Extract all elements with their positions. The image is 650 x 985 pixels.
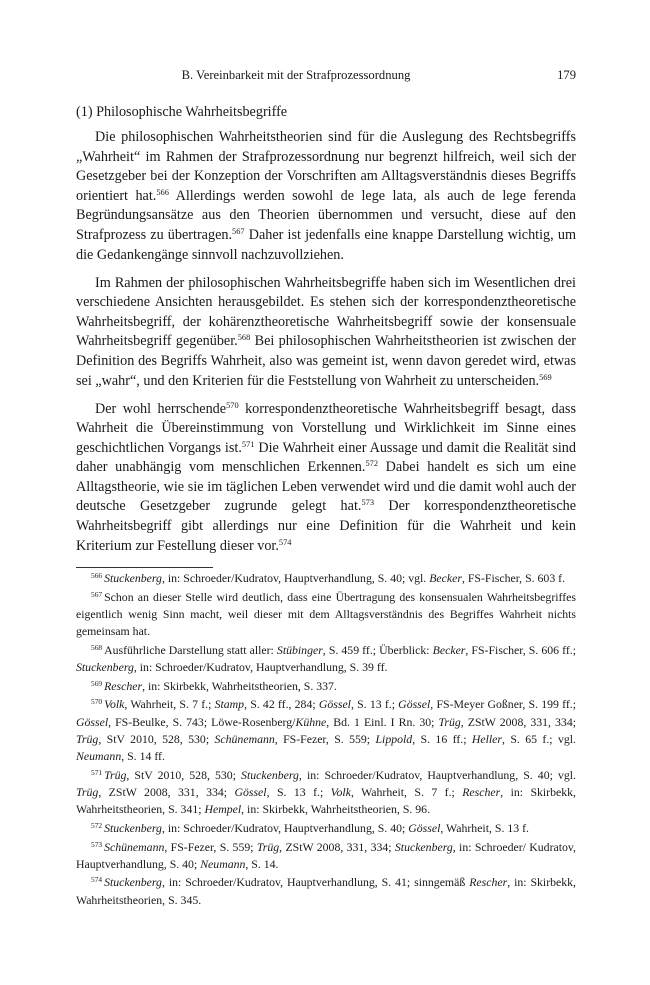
footnote-ref[interactable]: 567 <box>232 226 245 236</box>
author-name: Gössel <box>234 784 267 799</box>
author-name: Volk <box>104 697 125 712</box>
author-name: Becker <box>429 571 462 585</box>
footnote-number: 568 <box>91 642 103 652</box>
footnote-number: 567 <box>91 589 103 599</box>
footnote: $^{569}$ Rescher, in: Skirbekk, Wahrheitstheorien, S. 337. <box>91 678 337 693</box>
body-text <box>76 128 576 565</box>
footnote: $^{568}$ Ausführliche Darstellung statt aller: Stübinger, S. 459 ff.; Überblick: Becker, FS-Fischer, S. 606 ff.; Stuckenberg, in: Schroeder/Kudratov, Hauptverhandlung, S. 39 ff. <box>76 642 576 675</box>
footnote-ref[interactable]: 571 <box>241 439 255 449</box>
author-name: Gössel <box>76 714 109 729</box>
footnote-number: 571 <box>91 767 103 777</box>
footnote-ref[interactable]: 569 <box>539 372 552 382</box>
author-name: Gössel <box>408 820 441 835</box>
author-name: Heller <box>471 731 503 746</box>
footnote: $^{572}$ Stuckenberg, in: Schroeder/Kudratov, Hauptverhandlung, S. 40; Gössel, Wahrheit, S. 13 f. <box>91 820 529 835</box>
author-name: Gössel <box>398 697 431 712</box>
author-name: Schünemann <box>104 839 165 854</box>
author-name: Trüg <box>438 714 461 729</box>
footnote-ref[interactable]: 574 <box>278 537 292 547</box>
author-name: Trüg <box>76 731 99 746</box>
footnote: $^{567}$ Schon an dieser Stelle wird deutlich, dass eine Übertragung des konsensualen Wahrheitsbegriffes eigentlich wenig Sinn macht, weil dieser mit dem Alltagsverständnis des Begriffes Wahrheit nichts gemeinsam hat. <box>76 589 576 639</box>
author-name: Rescher <box>469 875 508 890</box>
footnote-number: 572 <box>91 820 103 830</box>
author-name: Becker <box>432 642 466 657</box>
author-name: Stamp <box>214 697 245 712</box>
author-name: Trüg <box>256 839 280 854</box>
paragraph: Im Rahmen der philosophischen Wahrheitsbegriffe haben sich im Wesentlichen drei verschiedene Ansichten herausgebildet. Es stehen sich der korrespondenztheoretische Wahrheitsbegriff, der kohärenztheoretische Wahrheitsbegriff sowie der konsensuale Wahrheitsbegriff gegenüber.$^{568}$ Bei philosophischen Wahrheitstheorien ist zwischen der Definition des Begriffs Wahrheit, also was gemeint ist, wenn davon geredet wird, etwas sei „wahr“, und den Kriterien für die Feststellung von Wahrheit zu unterscheiden.$^{569}$ <box>76 274 576 389</box>
footnote-separator <box>76 567 213 568</box>
author-name: Trüg <box>104 767 127 782</box>
author-name: Rescher <box>462 784 501 799</box>
footnote-ref[interactable]: 572 <box>365 459 379 469</box>
author-name: Rescher <box>104 678 143 693</box>
author-name: Gössel <box>318 697 351 712</box>
footnote-ref[interactable]: 573 <box>361 498 374 508</box>
author-name: Lippold <box>375 731 413 746</box>
footnote: $^{571}$ Trüg, StV 2010, 528, 530; Stuckenberg, in: Schroeder/Kudratov, Hauptverhandlung, S. 40; vgl. Trüg, ZStW 2008, 331, 334; Gössel, S. 13 f.; Volk, Wahrheit, S. 7 f.; Rescher, in: Skirbekk, Wahrheitstheorien, S. 341; Hempel, in: Skirbekk, Wahrheitstheorien, S. 96. <box>76 767 576 817</box>
paragraph: Der wohl herrschende$^{570}$ korrespondenztheoretische Wahrheitsbegriff besagt, dass Wahrheit die Übereinstimmung von Vorstellung und Wirklichkeit im Sinne eines geschichtlichen Vorgangs ist.$^{571}$ Die Wahrheit einer Aussage und damit die Realität sind daher unabhängig vom menschlichen Erkennen.$^{572}$ Dabei handelt es sich um eine Alltagstheorie, wie sie im täglichen Leben verwendet wird und die damit wohl auch der deutsche Gesetzgeber zugrunde gelegt hat.$^{573}$ Der korrespondenztheoretische Wahrheitsbegriff gibt allerdings nur eine Definition für die Wahrheit und kein Kriterium zur Festellung dieser vor.$^{574}$ <box>76 400 577 554</box>
author-name: Stuckenberg <box>104 571 162 585</box>
author-name: Stuckenberg <box>76 660 134 675</box>
section-heading: (1) Philosophische Wahrheitsbegriffe <box>76 104 288 120</box>
author-name: Schünemann <box>214 731 275 746</box>
footnote-ref[interactable]: 570 <box>226 400 239 410</box>
footnote: $^{574}$ Stuckenberg, in: Schroeder/Kudratov, Hauptverhandlung, S. 41; sinngemäß Rescher, in: Skirbekk, Wahrheitstheorien, S. 345. <box>76 875 576 907</box>
author-name: Volk <box>330 784 351 799</box>
author-name: Stübinger <box>276 642 323 657</box>
page-number: 179 <box>557 68 576 82</box>
footnote-number: 574 <box>91 875 103 885</box>
running-title: B. Vereinbarkeit mit der Strafprozessordnung <box>181 68 411 82</box>
footnote-number: 570 <box>91 697 103 707</box>
footnote: $^{566}$ Stuckenberg, in: Schroeder/Kudratov, Hauptverhandlung, S. 40; vgl. Becker, FS-Fischer, S. 603 f. <box>91 571 566 585</box>
footnote-ref[interactable]: 568 <box>237 333 251 343</box>
author-name: Stuckenberg <box>104 820 162 835</box>
footnote-number: 566 <box>91 571 103 580</box>
author-name: Stuckenberg <box>394 839 453 854</box>
footnote-number: 569 <box>91 678 103 688</box>
document-page <box>76 0 576 985</box>
author-name: Hempel <box>204 802 242 817</box>
author-name: Trüg <box>76 784 99 799</box>
author-name: Neumann <box>200 856 246 871</box>
footnote-number: 573 <box>91 839 103 849</box>
paragraph: Die philosophischen Wahrheitstheorien sind für die Auslegung des Rechtsbegriffs „Wahrheit“ im Rahmen der Strafprozessordnung nur begrenzt hilfreich, weil sich der Gesetzgeber bei der Konzeption der Vorschriften am Alltagsverständnis dieses Begriffs orientiert hat.$^{566}$ Allerdings werden sowohl de lege lata, als auch de lege ferenda Begründungsansätze aus den Theorien übernommen und versucht, diese auf den Strafprozess zu übertragen.$^{567}$ Daher ist jedenfalls eine knappe Darstellung wichtig, um die Gedankengänge sinnvoll nachzuvollziehen. <box>76 129 576 263</box>
running-header <box>76 68 576 86</box>
footnote: $^{573}$ Schünemann, FS-Fezer, S. 559; Trüg, ZStW 2008, 331, 334; Stuckenberg, in: Schroeder/ Kudratov, Hauptverhandlung, S. 40; Neumann, S. 14. <box>76 839 576 871</box>
footnote-ref[interactable]: 566 <box>156 187 169 197</box>
footnote: $^{570}$ Volk, Wahrheit, S. 7 f.; Stamp, S. 42 ff., 284; Gössel, S. 13 f.; Gössel, FS-Meyer Goßner, S. 199 ff.; Gössel, FS-Beulke, S. 743; Löwe-Rosenberg/Kühne, Bd. 1 Einl. I Rn. 30; Trüg, ZStW 2008, 331, 334; Trüg, StV 2010, 528, 530; Schünemann, FS-Fezer, S. 559; Lippold, S. 16 ff.; Heller, S. 65 f.; vgl. Neumann, S. 14 ff. <box>76 697 577 764</box>
footnotes <box>76 570 576 910</box>
author-name: Stuckenberg <box>241 767 299 782</box>
author-name: Neumann <box>76 749 122 764</box>
author-name: Stuckenberg <box>104 875 162 890</box>
author-name: Kühne <box>295 714 327 729</box>
